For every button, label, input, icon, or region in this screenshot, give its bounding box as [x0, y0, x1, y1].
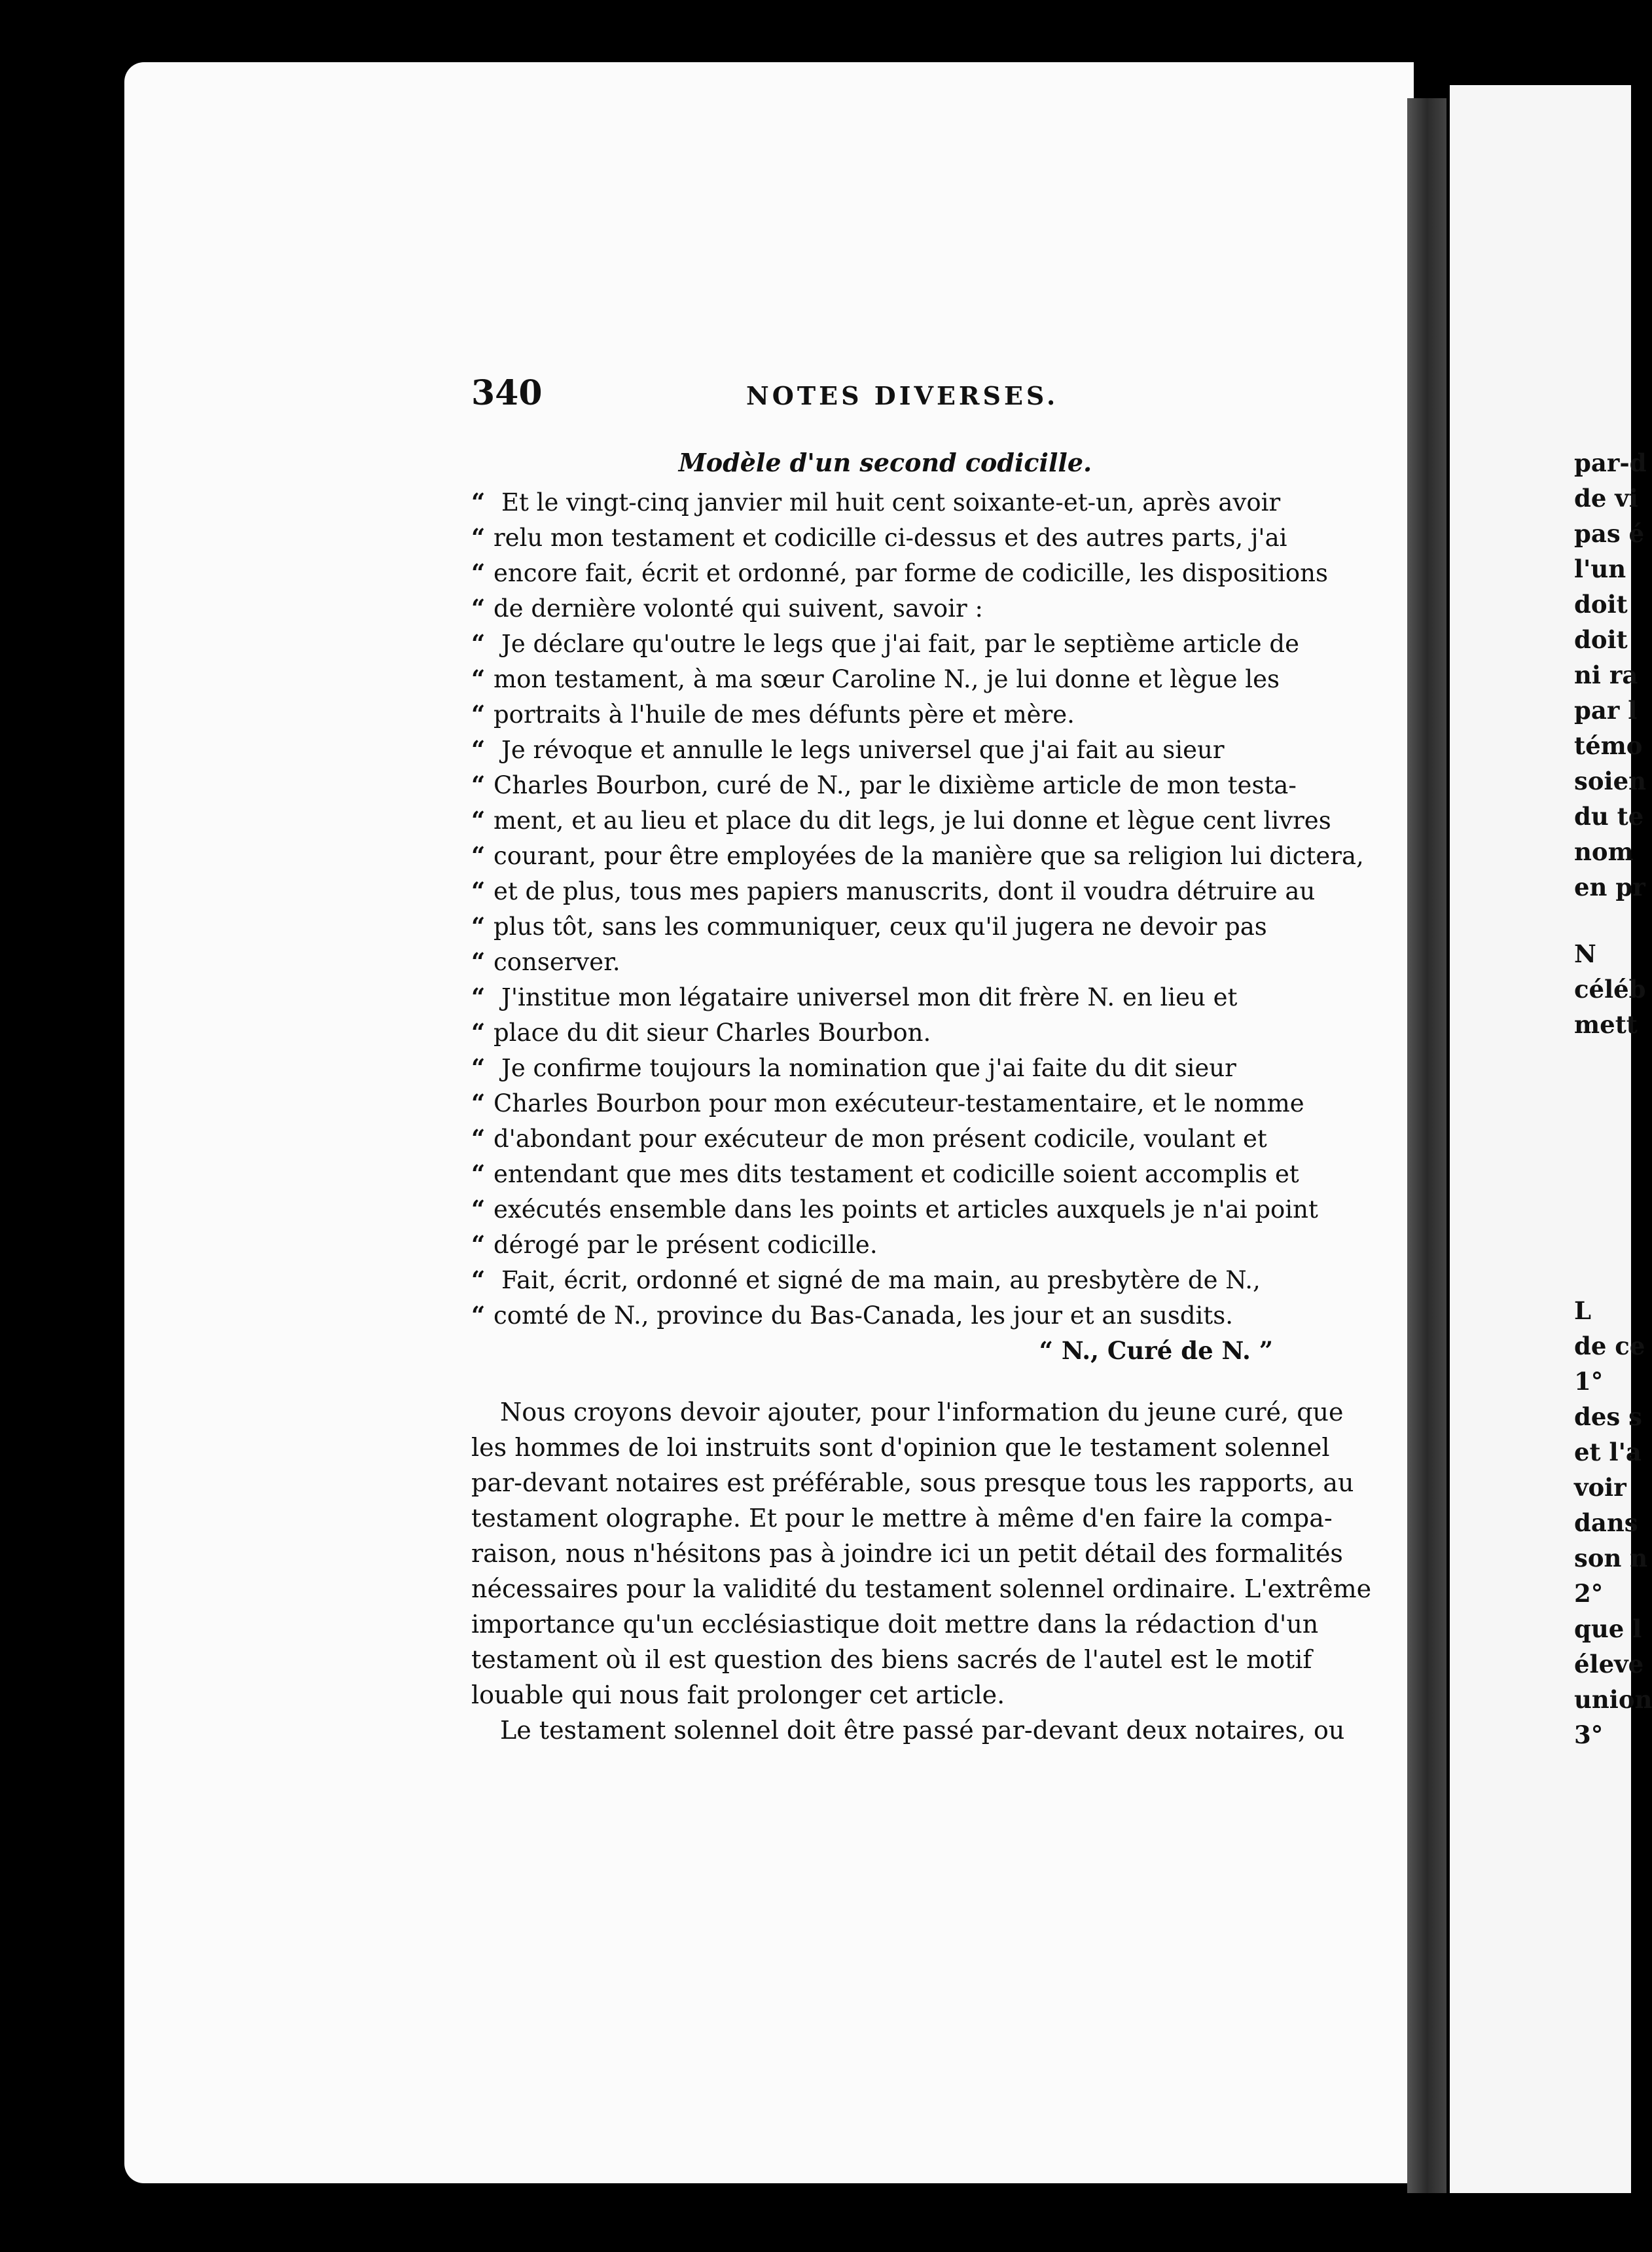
codicil-line-text: Charles Bourbon pour mon exécuteur-testamentaire, et le nomme	[494, 1089, 1304, 1117]
facing-page-fragment: L	[1574, 1296, 1592, 1325]
codicil-line	[471, 767, 1299, 803]
codicil-line	[471, 1191, 1318, 1227]
codicil-line-text: dérogé par le présent codicille.	[494, 1231, 878, 1259]
codicil-line	[471, 1298, 1299, 1333]
quote-mark: “	[471, 1265, 486, 1294]
facing-page-fragment: doit	[1574, 625, 1628, 654]
facing-page-fragment: N	[1574, 939, 1596, 968]
codicil-line	[471, 909, 1299, 944]
quote-mark: “	[471, 1053, 486, 1082]
quote-mark: “	[471, 629, 486, 658]
codicil-line	[471, 1227, 1299, 1262]
facing-page-fragment: 2°	[1574, 1579, 1604, 1608]
facing-page-fragments-3	[1574, 1293, 1652, 1753]
codicil-line-text: Je révoque et annulle le legs universel que j'ai fait au sieur	[501, 736, 1225, 764]
codicil-line-text: Charles Bourbon, curé de N., par le dixième article de mon testa-	[494, 771, 1297, 799]
body-line: raison, nous n'hésitons pas à joindre ici un petit détail des formalités	[471, 1539, 1343, 1568]
facing-page-fragment: nom	[1574, 837, 1634, 866]
quote-mark: “	[471, 558, 486, 587]
codicil-line	[471, 1156, 1299, 1191]
book-spine	[1407, 98, 1446, 2193]
codicil-line-text: plus tôt, sans les communiquer, ceux qu'il jugera ne devoir pas	[494, 913, 1267, 941]
codicil-line	[471, 697, 1299, 732]
facing-page-fragment: de ce	[1574, 1332, 1645, 1360]
codicil-line-text: d'abondant pour exécuteur de mon présent codicile, voulant et	[494, 1125, 1267, 1153]
codicil-line-text: courant, pour être employées de la manière que sa religion lui dictera,	[494, 842, 1364, 870]
quote-mark: “	[471, 1089, 486, 1117]
facing-page-fragment: soien	[1574, 767, 1647, 795]
codicil-line	[471, 803, 1331, 838]
codicil-line	[471, 1015, 1299, 1050]
spacer	[471, 1368, 1299, 1394]
body-line: nécessaires pour la validité du testament solennel ordinaire. L'extrême	[471, 1574, 1372, 1603]
quote-mark: “	[471, 594, 486, 623]
codicil-line-text: et de plus, tous mes papiers manuscrits, dont il voudra détruire au	[494, 877, 1316, 905]
facing-page-fragment: témo	[1574, 731, 1643, 760]
facing-page-fragment: des s	[1574, 1402, 1642, 1431]
body-line: Le testament solennel doit être passé par-devant deux notaires, ou	[500, 1716, 1345, 1745]
quote-mark: “	[471, 735, 486, 764]
codicil-line	[471, 520, 1299, 555]
codicil-line	[471, 732, 1299, 767]
facing-page-fragment: céléb	[1574, 975, 1646, 1004]
codicil-line	[471, 555, 1329, 590]
codicil-line-text: relu mon testament et codicille ci-dessus et des autres parts, j'ai	[494, 524, 1287, 552]
facing-page-fragment: mett	[1574, 1010, 1638, 1039]
codicil-line	[471, 1262, 1299, 1298]
quote-mark: “	[471, 523, 486, 552]
codicil-line-text: portraits à l'huile de mes défunts père et mère.	[494, 700, 1075, 729]
facing-page-fragments-1	[1574, 445, 1647, 905]
section-heading: Modèle d'un second codicille.	[678, 448, 1092, 477]
facing-page-fragment: par-d	[1574, 448, 1647, 477]
quote-mark: “	[471, 771, 486, 799]
body-line: testament olographe. Et pour le mettre à même d'en faire la compa-	[471, 1504, 1333, 1533]
facing-page-fragment: et l'a	[1574, 1438, 1642, 1466]
codicil-line	[471, 484, 1299, 520]
facing-page-fragment: pas é	[1574, 519, 1645, 548]
body-line: louable qui nous fait prolonger cet article.	[471, 1680, 1005, 1709]
facing-page-fragment: que l	[1574, 1614, 1642, 1643]
body-text	[471, 1394, 1372, 1748]
codicil-line-text: Fait, écrit, ordonné et signé de ma main, au presbytère de N.,	[501, 1266, 1261, 1294]
codicil-line	[471, 1085, 1304, 1121]
codicil-line-text: ment, et au lieu et place du dit legs, je lui donne et lègue cent livres	[494, 807, 1331, 835]
quote-mark: “	[471, 806, 486, 835]
quote-mark: “	[471, 947, 486, 976]
quote-mark: “	[471, 488, 486, 517]
facing-page-fragment: ni ra	[1574, 661, 1638, 689]
quote-mark: “	[471, 1018, 486, 1047]
codicil-line-text: de dernière volonté qui suivent, savoir :	[494, 594, 983, 623]
facing-page-fragment: dans	[1574, 1508, 1638, 1537]
facing-page-fragment: son n	[1574, 1544, 1648, 1572]
quote-mark: “	[471, 912, 486, 941]
codicil-line-text: place du dit sieur Charles Bourbon.	[494, 1019, 931, 1047]
codicil-line-text: entendant que mes dits testament et codicille soient accomplis et	[494, 1160, 1299, 1188]
facing-page-fragment: par l	[1574, 696, 1638, 725]
body-line: testament où il est question des biens sacrés de l'autel est le motif	[471, 1645, 1312, 1674]
facing-page-fragment: doit	[1574, 590, 1628, 619]
facing-page-fragment: voir	[1574, 1473, 1626, 1502]
quote-mark: “	[471, 1301, 486, 1330]
page-text	[471, 445, 1372, 1748]
facing-page-fragment: union	[1574, 1685, 1652, 1714]
codicil-text	[471, 484, 1364, 1333]
right-page	[1450, 85, 1652, 2193]
codicil-line-text: Je confirme toujours la nomination que j'ai faite du dit sieur	[501, 1054, 1236, 1082]
facing-page-fragment: l'un	[1574, 554, 1626, 583]
body-line: les hommes de loi instruits sont d'opinion que le testament solennel	[471, 1433, 1330, 1462]
codicil-line-text: conserver.	[494, 948, 620, 976]
body-line: Nous croyons devoir ajouter, pour l'information du jeune curé, que	[500, 1398, 1344, 1426]
codicil-line-text: Je déclare qu'outre le legs que j'ai fait, par le septième article de	[501, 630, 1299, 658]
quote-mark: “	[471, 664, 486, 693]
body-line: importance qu'un ecclésiastique doit mettre dans la rédaction d'un	[471, 1610, 1319, 1639]
codicil-line	[471, 873, 1316, 909]
facing-page-fragment: du te	[1574, 802, 1644, 831]
running-title: NOTES DIVERSES.	[746, 381, 1059, 410]
codicil-line-text: Et le vingt-cinq janvier mil huit cent soixante-et-un, après avoir	[501, 488, 1281, 517]
quote-mark: “	[471, 1159, 486, 1188]
facing-page-fragment: 3°	[1574, 1720, 1604, 1749]
codicil-line	[471, 838, 1364, 873]
body-line: par-devant notaires est préférable, sous presque tous les rapports, au	[471, 1468, 1354, 1497]
facing-page-fragment: 1°	[1574, 1367, 1604, 1396]
quote-mark: “	[471, 841, 486, 870]
codicil-line-text: comté de N., province du Bas-Canada, les jour et an susdits.	[494, 1301, 1233, 1330]
codicil-line	[471, 626, 1299, 661]
codicil-line	[471, 661, 1299, 697]
codicil-line	[471, 1050, 1299, 1085]
codicil-line-text: J'institue mon légataire universel mon dit frère N. en lieu et	[501, 983, 1238, 1011]
quote-mark: “	[471, 1230, 486, 1259]
signature: “ N., Curé de N. ”	[1039, 1336, 1273, 1365]
facing-page-fragments-2	[1574, 936, 1646, 1042]
codicil-line	[471, 979, 1299, 1015]
quote-mark: “	[471, 700, 486, 729]
codicil-line	[471, 944, 1299, 979]
quote-mark: “	[471, 983, 486, 1011]
facing-page-fragment: en pr	[1574, 873, 1645, 901]
running-head	[471, 373, 1299, 419]
facing-page-fragment: éleve	[1574, 1650, 1644, 1679]
quote-mark: “	[471, 877, 486, 905]
quote-mark: “	[471, 1195, 486, 1224]
codicil-line-text: mon testament, à ma sœur Caroline N., je lui donne et lègue les	[494, 665, 1280, 693]
page-number: 340	[471, 373, 543, 413]
codicil-line	[471, 1121, 1299, 1156]
quote-mark: “	[471, 1124, 486, 1153]
codicil-line-text: exécutés ensemble dans les points et articles auxquels je n'ai point	[494, 1195, 1318, 1224]
facing-page-fragment: de vi	[1574, 484, 1638, 513]
codicil-line-text: encore fait, écrit et ordonné, par forme de codicille, les dispositions	[494, 559, 1329, 587]
codicil-line	[471, 590, 1299, 626]
